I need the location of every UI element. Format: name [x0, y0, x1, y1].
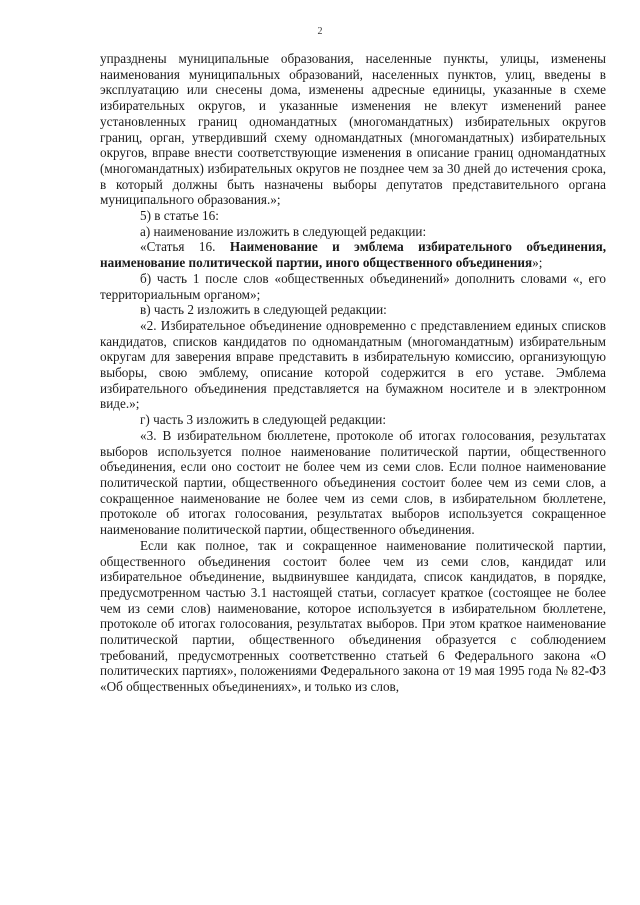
page-number: 2	[317, 26, 323, 37]
paragraph-continued: упразднены муниципальные образования, населенные пункты, улицы, изменены наименования муниципальных образований, населенных пунктов, улиц, введены в эксплуатацию или снесены дома, изменены адресные единицы, указанные в схеме избирательных округов, и указанные изменения не влекут изменений ранее установленных границ одномандатных (многомандатных) избирательных округов границ, орган, утвердивший схему одномандатных (многомандатных) избирательных округов, вправе внести соответствующие изменения в описание границ одномандатных (многомандатных) избирательных округов не позднее чем за 30 дней до истечения срока, в который должны быть назначены выборы депутатов представительного органа муниципального образования.»;	[100, 51, 606, 208]
paragraph-part-3: «3. В избирательном бюллетене, протоколе об итогах голосования, результатах выборов используется полное наименование политической партии, общественного объединения, если оно состоит не более чем из семи слов. Если полное наименование политической партии, общественного объединения состоит более чем из семи слов, а сокращенное наименование не более чем из семи слов, в избирательном бюллетене, протоколе об итогах голосования, результатах выборов используется сокращенное наименование политической партии, общественного объединения.	[100, 427, 606, 538]
article-title-suffix: »;	[532, 255, 543, 271]
paragraph-subitem-b: б) часть 1 после слов «общественных объединений» дополнить словами «, его территориальным органом»;	[100, 270, 606, 302]
article-title-prefix: «Статья 16.	[140, 239, 230, 255]
paragraph-part-3-continued: Если как полное, так и сокращенное наименование политической партии, общественного объединения состоит более чем из семи слов, кандидат или избирательное объединение, выдвинувшее кандидата, список кандидатов, в порядке, предусмотренном частью 3.1 настоящей статьи, согласует краткое (состоящее не более чем из семи слов) наименование, которое используется в избирательном бюллетене, протоколе об итогах голосования, результатах выборов. При этом краткое наименование политической партии, общественного объединения образуется с соблюдением требований, предусмотренных соответственно статьей 6 Федерального закона «О политических партиях», положениями Федерального закона от 19 мая 1995 года № 82-ФЗ «Об общественных объединениях», и только из слов,	[100, 537, 606, 695]
paragraph-part-2: «2. Избирательное объединение одновременно с представлением единых списков кандидатов, списков кандидатов по одномандатным (многомандатным) избирательным округам для заверения вправе представить в избирательную комиссию, организующую выборы, свою эмблему, описание которой содержится в его уставе. Эмблема избирательного объединения представляется на бумажном носителе и в электронном виде.»;	[100, 317, 606, 412]
document-body	[100, 51, 606, 695]
paragraph-subitem-v: в) часть 2 изложить в следующей редакции:	[140, 302, 387, 318]
paragraph-subitem-g: г) часть 3 изложить в следующей редакции:	[140, 412, 386, 428]
article-title-bold: Наименование и эмблема избирательного объединения, наименование политической партии, иного общественного объединения	[100, 239, 606, 271]
paragraph-article-title	[100, 239, 606, 270]
paragraph-subitem-a: а) наименование изложить в следующей редакции:	[140, 223, 427, 239]
paragraph-item-5: 5) в статье 16:	[140, 208, 219, 224]
